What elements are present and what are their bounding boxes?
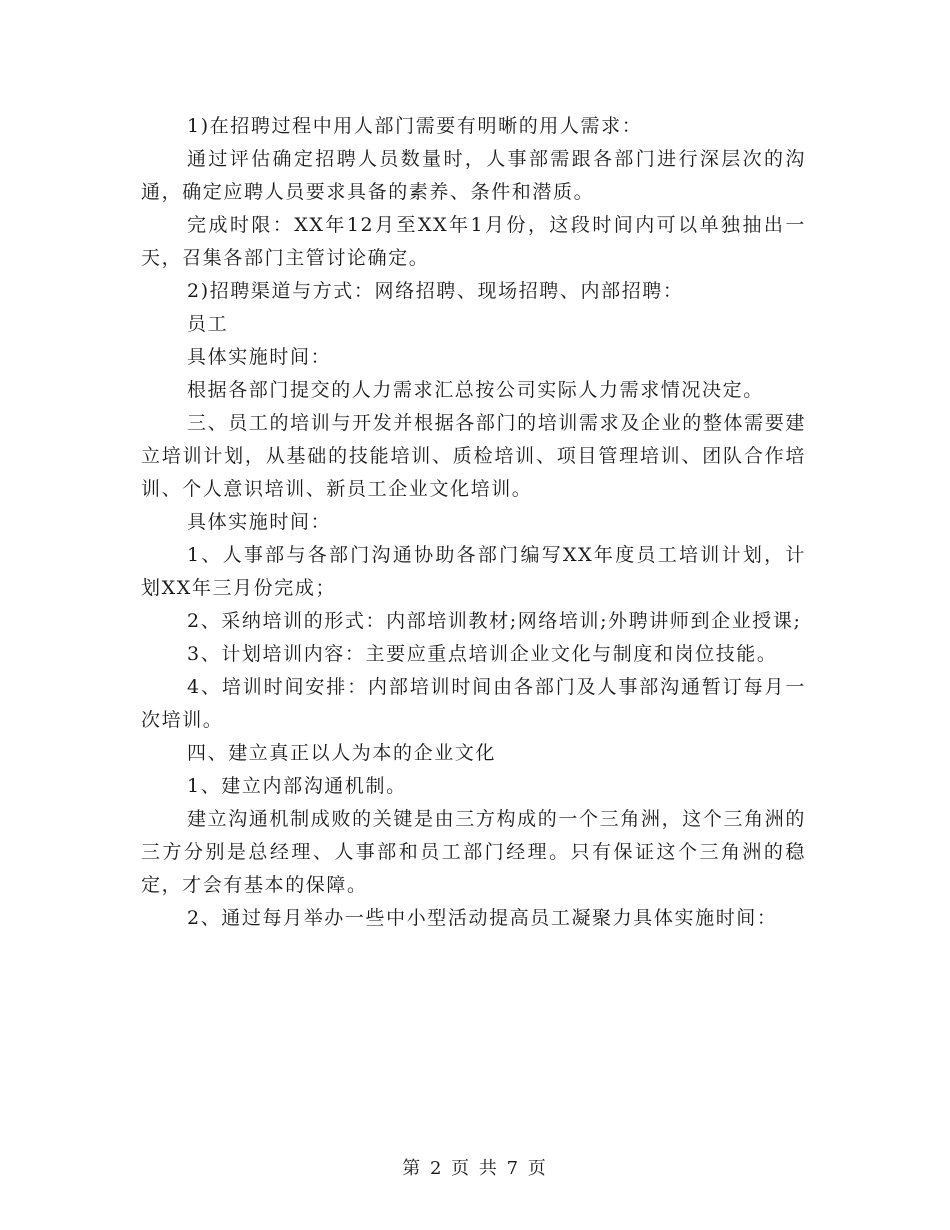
- paragraph-deadline: 完成时限：XX年12月至XX年1月份，这段时间内可以单独抽出一天，召集各部门主管讨论确定。: [141, 214, 806, 269]
- paragraph-training-plan: 1、人事部与各部门沟通协助各部门编写XX年度员工培训计划，计划XX年三月份完成；: [141, 544, 806, 599]
- paragraph-demand-summary: 根据各部门提交的人力需求汇总按公司实际人力需求情况决定。: [187, 379, 764, 401]
- paragraph-recruit-demand: 1)在招聘过程中用人部门需要有明晰的用人需求：: [187, 115, 643, 137]
- paragraph-recruit-assessment: 通过评估确定招聘人员数量时，人事部需跟各部门进行深层次的沟通，确定应聘人员要求具备的素养、条件和潜质。: [141, 148, 806, 203]
- document-body: [141, 110, 806, 935]
- page-number-footer: 第 2 页 共 7 页: [402, 1158, 548, 1179]
- paragraph-communication-mechanism: 1、建立内部沟通机制。: [187, 775, 407, 797]
- paragraph-training-schedule: 4、培训时间安排：内部培训时间由各部门及人事部沟通暂订每月一次培训。: [141, 676, 806, 731]
- paragraph-training-content: 3、计划培训内容：主要应重点培训企业文化与制度和岗位技能。: [187, 643, 778, 665]
- paragraph-implementation-time-2: 具体实施时间：: [187, 511, 332, 533]
- paragraph-recruit-channels: 2)招聘渠道与方式：网络招聘、现场招聘、内部招聘：: [187, 280, 684, 302]
- paragraph-implementation-time: 具体实施时间：: [187, 346, 332, 368]
- paragraph-staff: 员工: [187, 313, 229, 335]
- paragraph-training-format: 2、采纳培训的形式：内部培训教材;网络培训;外聘讲师到企业授课;: [187, 610, 802, 632]
- paragraph-triangle: 建立沟通机制成败的关键是由三方构成的一个三角洲，这个三角洲的三方分别是总经理、人事部和员工部门经理。只有保证这个三角洲的稳定，才会有基本的保障。: [141, 808, 806, 896]
- paragraph-monthly-activities: 2、通过每月举办一些中小型活动提高员工凝聚力具体实施时间：: [187, 907, 778, 929]
- paragraph-section-three-training: 三、员工的培训与开发并根据各部门的培训需求及企业的整体需要建立培训计划，从基础的技能培训、质检培训、项目管理培训、团队合作培训、个人意识培训、新员工企业文化培训。: [141, 412, 806, 500]
- paragraph-section-four-culture: 四、建立真正以人为本的企业文化: [187, 742, 497, 764]
